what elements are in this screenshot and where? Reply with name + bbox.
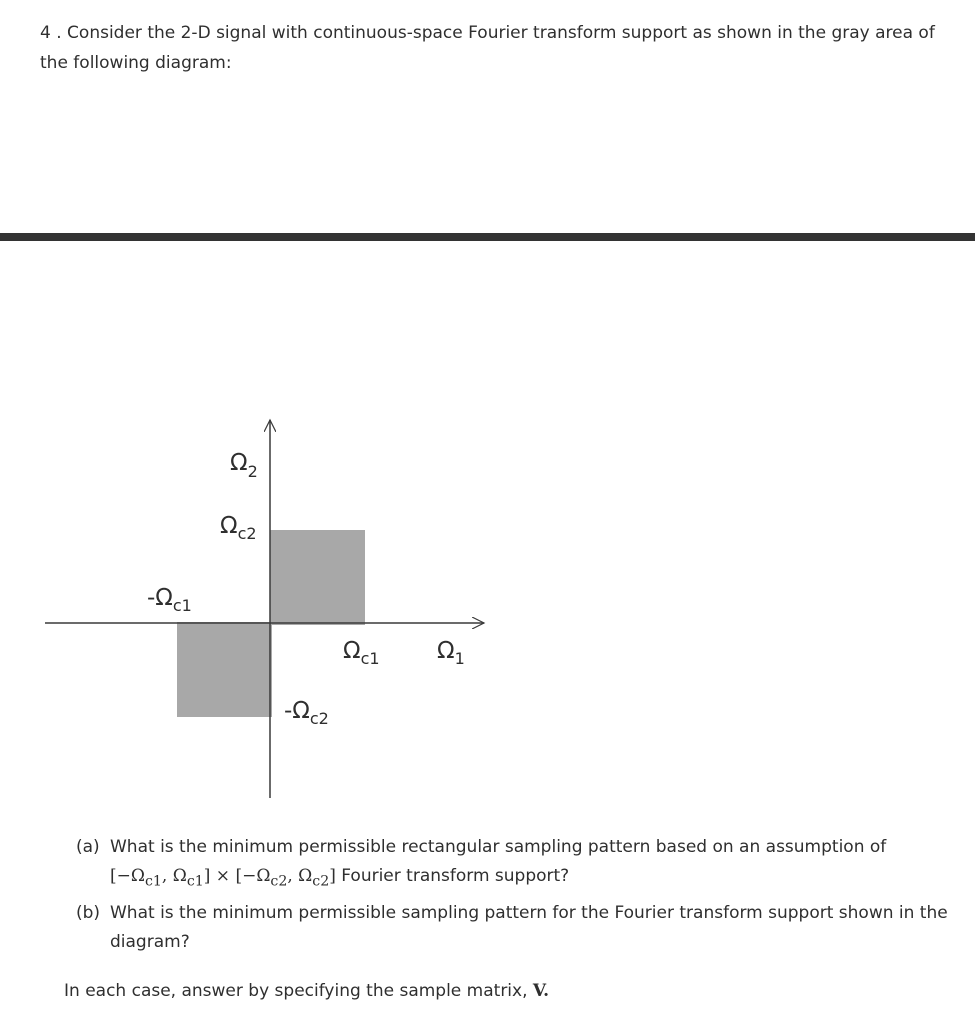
omega2-label: $\Omega_2$ bbox=[230, 450, 258, 481]
neg-omegac2-label: $-\Omega_{c2}$ bbox=[284, 698, 329, 728]
omegac2-label: $\Omega_{c2}$ bbox=[220, 513, 257, 543]
question-number: 4 bbox=[40, 23, 51, 43]
part-a-math: [$-\Omega_{c1}$, $\Omega_{c1}] \times [-\Omega_{c2}$, $\Omega_{c2}$] bbox=[110, 866, 336, 890]
part-a-tail: Fourier transform support? bbox=[341, 866, 570, 886]
question-parts bbox=[76, 833, 956, 957]
part-a bbox=[76, 833, 956, 896]
support-region-upper-right bbox=[270, 530, 365, 625]
omegac1-label: $\Omega_{c1}$ bbox=[343, 638, 380, 668]
part-a-label: (a) bbox=[76, 837, 100, 857]
omega1-label: $\Omega_1$ bbox=[437, 638, 465, 668]
part-b-label: (b) bbox=[76, 903, 101, 924]
part-b-text: What is the minimum permissible sampling pattern for the Fourier transform support shown in the diagram? bbox=[110, 903, 948, 953]
divider-bar bbox=[0, 233, 975, 241]
part-b bbox=[76, 899, 956, 957]
neg-omegac1-label: $-\Omega_{c1}$ bbox=[147, 585, 192, 615]
footer-instruction bbox=[64, 981, 549, 1001]
question-intro-text: Consider the 2-D signal with continuous-space Fourier transform support as shown in the gray area of the following diagram: bbox=[40, 23, 935, 73]
sample-matrix-symbol: V. bbox=[532, 981, 550, 1001]
support-region-lower-left bbox=[177, 622, 272, 717]
footer-text: In each case, answer by specifying the sample matrix, bbox=[64, 981, 528, 1001]
fourier-support-diagram bbox=[0, 400, 975, 810]
part-a-text: What is the minimum permissible rectangular sampling pattern based on an assumption of bbox=[110, 837, 887, 857]
part-a-body bbox=[110, 833, 956, 896]
question-intro: 4 . Consider the 2-D signal with continuous-space Fourier transform support as shown in the gray area of the following diagram: bbox=[40, 23, 935, 73]
